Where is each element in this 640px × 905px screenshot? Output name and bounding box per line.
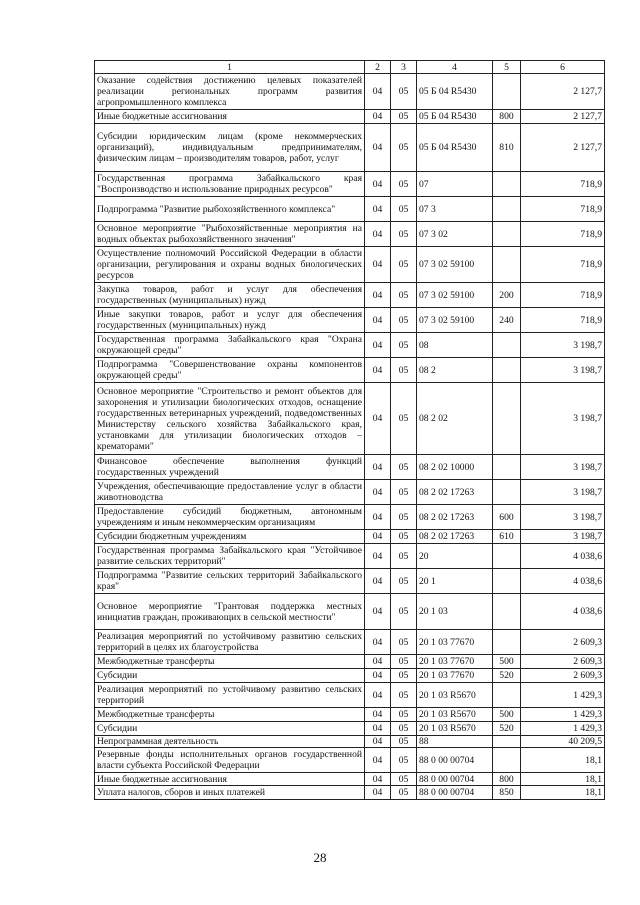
row-section: 04 [365, 197, 391, 222]
row-target-article: 05 Б 04 R5430 [417, 124, 493, 172]
row-subsection: 05 [391, 530, 417, 544]
row-description: Государственная программа Забайкальского края "Воспроизводство и использование природных ресурсов" [95, 172, 365, 197]
row-target-article: 05 Б 04 R5430 [417, 110, 493, 124]
row-expense-type: 800 [493, 773, 521, 786]
row-description: Предоставление субсидий бюджетным, автономным учреждениям и иным некоммерческим организациям [95, 505, 365, 530]
row-description: Межбюджетные трансферты [95, 655, 365, 669]
row-subsection: 05 [391, 708, 417, 722]
row-expense-type [493, 630, 521, 655]
row-expense-type [493, 480, 521, 505]
row-expense-type [493, 455, 521, 480]
row-expense-type: 520 [493, 669, 521, 683]
row-amount: 1 429,3 [521, 722, 605, 736]
row-target-article: 07 3 02 59100 [417, 308, 493, 333]
row-description: Иные закупки товаров, работ и услуг для обеспечения государственных (муниципальных) нужд [95, 308, 365, 333]
row-description: Субсидии [95, 669, 365, 683]
table-row [95, 748, 605, 773]
table-row [95, 786, 605, 800]
row-expense-type [493, 683, 521, 708]
row-subsection: 05 [391, 569, 417, 594]
table-row [95, 655, 605, 669]
row-expense-type: 850 [493, 786, 521, 800]
row-target-article: 05 Б 04 R5430 [417, 74, 493, 110]
row-amount: 18,1 [521, 773, 605, 786]
row-amount: 3 198,7 [521, 480, 605, 505]
row-section: 04 [365, 110, 391, 124]
row-description: Резервные фонды исполнительных органов государственной власти субъекта Российской Федерации [95, 748, 365, 773]
row-subsection: 05 [391, 683, 417, 708]
row-target-article: 08 [417, 333, 493, 358]
row-amount: 718,9 [521, 222, 605, 247]
row-amount: 3 198,7 [521, 530, 605, 544]
row-description: Подпрограмма "Развитие сельских территорий Забайкальского края" [95, 569, 365, 594]
row-amount: 2 609,3 [521, 630, 605, 655]
row-amount: 718,9 [521, 247, 605, 283]
table-row [95, 683, 605, 708]
row-section: 04 [365, 530, 391, 544]
row-section: 04 [365, 569, 391, 594]
row-target-article: 20 1 03 [417, 594, 493, 630]
table-row [95, 172, 605, 197]
row-section: 04 [365, 283, 391, 308]
row-amount: 3 198,7 [521, 383, 605, 455]
row-description: Субсидии юридическим лицам (кроме некоммерческих организаций), индивидуальным предпринимателям, физическим лицам – производителям товаров, работ, услуг [95, 124, 365, 172]
row-target-article: 07 3 [417, 197, 493, 222]
row-section: 04 [365, 383, 391, 455]
row-expense-type [493, 383, 521, 455]
row-description: Уплата налогов, сборов и иных платежей [95, 786, 365, 800]
row-section: 04 [365, 124, 391, 172]
row-amount: 718,9 [521, 283, 605, 308]
row-amount: 18,1 [521, 748, 605, 773]
row-expense-type: 240 [493, 308, 521, 333]
row-amount: 718,9 [521, 308, 605, 333]
table-row [95, 383, 605, 455]
row-description: Учреждения, обеспечивающие предоставление услуг в области животноводства [95, 480, 365, 505]
row-description: Осуществление полномочий Российской Федерации в области организации, регулирования и охраны водных биологических ресурсов [95, 247, 365, 283]
table-row [95, 333, 605, 358]
table-row [95, 630, 605, 655]
row-target-article: 08 2 02 10000 [417, 455, 493, 480]
row-expense-type: 500 [493, 655, 521, 669]
row-target-article: 07 3 02 59100 [417, 283, 493, 308]
row-expense-type: 600 [493, 505, 521, 530]
page-number: 28 [313, 850, 327, 865]
row-expense-type: 500 [493, 708, 521, 722]
row-subsection: 05 [391, 110, 417, 124]
row-section: 04 [365, 172, 391, 197]
row-amount: 2 609,3 [521, 669, 605, 683]
row-subsection: 05 [391, 505, 417, 530]
row-section: 04 [365, 358, 391, 383]
row-target-article: 88 0 00 00704 [417, 786, 493, 800]
row-amount: 4 038,6 [521, 544, 605, 569]
row-section: 04 [365, 455, 391, 480]
budget-table [94, 60, 605, 800]
row-subsection: 05 [391, 283, 417, 308]
table-row [95, 455, 605, 480]
row-description: Межбюджетные трансферты [95, 708, 365, 722]
row-description: Реализация мероприятий по устойчивому развитию сельских территорий [95, 683, 365, 708]
row-section: 04 [365, 630, 391, 655]
row-section: 04 [365, 594, 391, 630]
row-description: Финансовое обеспечение выполнения функций государственных учреждений [95, 455, 365, 480]
row-section: 04 [365, 708, 391, 722]
row-expense-type [493, 222, 521, 247]
row-subsection: 05 [391, 197, 417, 222]
row-section: 04 [365, 655, 391, 669]
row-subsection: 05 [391, 669, 417, 683]
row-section: 04 [365, 669, 391, 683]
row-amount: 3 198,7 [521, 358, 605, 383]
row-subsection: 05 [391, 786, 417, 800]
row-expense-type [493, 544, 521, 569]
row-subsection: 05 [391, 74, 417, 110]
row-subsection: 05 [391, 594, 417, 630]
row-section: 04 [365, 544, 391, 569]
row-subsection: 05 [391, 455, 417, 480]
row-amount: 1 429,3 [521, 708, 605, 722]
row-target-article: 20 1 03 R5670 [417, 683, 493, 708]
row-amount: 3 198,7 [521, 455, 605, 480]
row-amount: 18,1 [521, 786, 605, 800]
row-expense-type: 200 [493, 283, 521, 308]
table-row [95, 197, 605, 222]
row-section: 04 [365, 786, 391, 800]
row-subsection: 05 [391, 308, 417, 333]
table-header-row [95, 61, 605, 74]
row-subsection: 05 [391, 222, 417, 247]
row-amount: 3 198,7 [521, 333, 605, 358]
row-subsection: 05 [391, 480, 417, 505]
row-subsection: 05 [391, 748, 417, 773]
row-target-article: 20 1 03 77670 [417, 669, 493, 683]
header-col-2: 2 [365, 61, 391, 74]
row-amount: 3 198,7 [521, 505, 605, 530]
row-subsection: 05 [391, 722, 417, 736]
row-section: 04 [365, 333, 391, 358]
table-row [95, 669, 605, 683]
row-subsection: 05 [391, 247, 417, 283]
table-row [95, 736, 605, 748]
row-expense-type [493, 247, 521, 283]
header-col-3: 3 [391, 61, 417, 74]
row-section: 04 [365, 480, 391, 505]
row-expense-type [493, 333, 521, 358]
row-amount: 2 127,7 [521, 110, 605, 124]
row-subsection: 05 [391, 655, 417, 669]
row-amount: 1 429,3 [521, 683, 605, 708]
header-col-5: 5 [493, 61, 521, 74]
row-target-article: 08 2 02 17263 [417, 480, 493, 505]
row-amount: 2 609,3 [521, 655, 605, 669]
row-target-article: 88 0 00 00704 [417, 748, 493, 773]
row-target-article: 20 1 03 77670 [417, 655, 493, 669]
row-target-article: 20 1 03 R5670 [417, 722, 493, 736]
row-description: Основное мероприятие "Строительство и ремонт объектов для захоронения и утилизации биологических отходов, оснащение государственных ветеринарных учреждений, подведомственных Министерству сельского хозяйства Забайкальского края, установками для утилизации биологических отходов – крематорами" [95, 383, 365, 455]
row-target-article: 20 [417, 544, 493, 569]
row-expense-type [493, 736, 521, 748]
row-section: 04 [365, 247, 391, 283]
table-body [95, 74, 605, 800]
row-description: Закупка товаров, работ и услуг для обеспечения государственных (муниципальных) нужд [95, 283, 365, 308]
row-description: Иные бюджетные ассигнования [95, 110, 365, 124]
row-subsection: 05 [391, 333, 417, 358]
row-expense-type: 810 [493, 124, 521, 172]
row-amount: 40 209,5 [521, 736, 605, 748]
row-section: 04 [365, 308, 391, 333]
row-section: 04 [365, 722, 391, 736]
table-row [95, 594, 605, 630]
row-target-article: 08 2 02 17263 [417, 505, 493, 530]
row-amount: 2 127,7 [521, 124, 605, 172]
row-expense-type [493, 358, 521, 383]
row-section: 04 [365, 773, 391, 786]
row-description: Реализация мероприятий по устойчивому развитию сельских территорий в целях их благоустройства [95, 630, 365, 655]
table-row [95, 308, 605, 333]
row-target-article: 08 2 02 [417, 383, 493, 455]
row-subsection: 05 [391, 630, 417, 655]
row-amount: 4 038,6 [521, 569, 605, 594]
row-description: Субсидии [95, 722, 365, 736]
row-section: 04 [365, 222, 391, 247]
table-row [95, 283, 605, 308]
row-target-article: 07 3 02 [417, 222, 493, 247]
row-expense-type [493, 569, 521, 594]
row-target-article: 07 3 02 59100 [417, 247, 493, 283]
row-subsection: 05 [391, 773, 417, 786]
row-description: Государственная программа Забайкальского края "Охрана окружающей среды" [95, 333, 365, 358]
row-expense-type: 520 [493, 722, 521, 736]
row-expense-type [493, 748, 521, 773]
table-row [95, 530, 605, 544]
row-target-article: 20 1 03 77670 [417, 630, 493, 655]
row-amount: 4 038,6 [521, 594, 605, 630]
row-subsection: 05 [391, 383, 417, 455]
table-row [95, 569, 605, 594]
row-section: 04 [365, 736, 391, 748]
row-target-article: 08 2 [417, 358, 493, 383]
table-row [95, 247, 605, 283]
table-row [95, 505, 605, 530]
row-subsection: 05 [391, 124, 417, 172]
row-description: Непрограммная деятельность [95, 736, 365, 748]
row-target-article: 20 1 03 R5670 [417, 708, 493, 722]
row-expense-type [493, 172, 521, 197]
table-row [95, 222, 605, 247]
row-amount: 718,9 [521, 197, 605, 222]
table-row [95, 480, 605, 505]
row-section: 04 [365, 683, 391, 708]
row-description: Государственная программа Забайкальского края "Устойчивое развитие сельских территорий" [95, 544, 365, 569]
row-target-article: 88 [417, 736, 493, 748]
header-col-1: 1 [95, 61, 365, 74]
row-section: 04 [365, 748, 391, 773]
header-col-6: 6 [521, 61, 605, 74]
row-expense-type: 800 [493, 110, 521, 124]
table-row [95, 722, 605, 736]
row-expense-type: 610 [493, 530, 521, 544]
row-description: Субсидии бюджетным учреждениям [95, 530, 365, 544]
table-row [95, 544, 605, 569]
row-subsection: 05 [391, 358, 417, 383]
row-description: Оказание содействия достижению целевых показателей реализации региональных программ развития агропромышленного комплекса [95, 74, 365, 110]
row-expense-type [493, 74, 521, 110]
row-subsection: 05 [391, 544, 417, 569]
table-row [95, 110, 605, 124]
row-expense-type [493, 197, 521, 222]
table-row [95, 358, 605, 383]
row-expense-type [493, 594, 521, 630]
row-description: Иные бюджетные ассигнования [95, 773, 365, 786]
row-subsection: 05 [391, 172, 417, 197]
row-description: Основное мероприятие "Грантовая поддержка местных инициатив граждан, проживающих в сельской местности" [95, 594, 365, 630]
table-row [95, 74, 605, 110]
row-amount: 718,9 [521, 172, 605, 197]
row-subsection: 05 [391, 736, 417, 748]
table-row [95, 124, 605, 172]
row-target-article: 08 2 02 17263 [417, 530, 493, 544]
row-description: Подпрограмма "Развитие рыбохозяйственного комплекса" [95, 197, 365, 222]
row-target-article: 88 0 00 00704 [417, 773, 493, 786]
header-col-4: 4 [417, 61, 493, 74]
row-description: Основное мероприятие "Рыбохозяйственные мероприятия на водных объектах рыбохозяйственного значения" [95, 222, 365, 247]
row-section: 04 [365, 74, 391, 110]
row-description: Подпрограмма "Совершенствование охраны компонентов окружающей среды" [95, 358, 365, 383]
table-row [95, 708, 605, 722]
table-row [95, 773, 605, 786]
row-target-article: 20 1 [417, 569, 493, 594]
row-section: 04 [365, 505, 391, 530]
row-amount: 2 127,7 [521, 74, 605, 110]
row-target-article: 07 [417, 172, 493, 197]
